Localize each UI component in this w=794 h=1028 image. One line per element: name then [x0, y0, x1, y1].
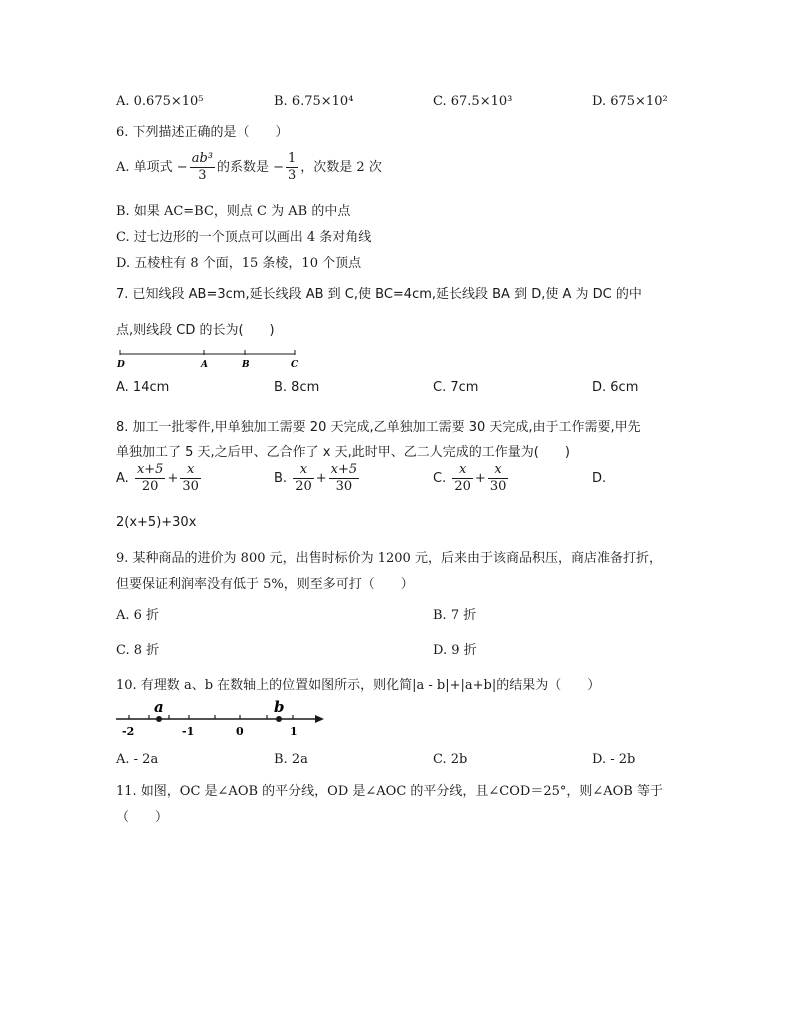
q10-option-c: C. 2b — [433, 752, 468, 767]
q8-stem-line2: 单独加工了 5 天,之后甲、乙合作了 x 天,此时甲、乙二人完成的工作量为( ) — [116, 445, 570, 460]
q7-stem-line2: 点,则线段 CD 的长为( ) — [116, 323, 275, 338]
q7-stem-line1: 7. 已知线段 AB=3cm,延长线段 AB 到 C,使 BC=4cm,延长线段 BA 到 D,使 A 为 DC 的中 — [116, 287, 642, 302]
q7-segment-figure — [112, 348, 312, 372]
q8-a-numerator-2: x — [180, 462, 201, 479]
q8-b-denominator-1: 20 — [295, 479, 312, 494]
q10-tick-label-1: 1 — [290, 725, 298, 738]
q6-option-c: C. 过七边形的一个顶点可以画出 4 条对角线 — [116, 230, 372, 245]
q8-option-c — [433, 460, 510, 498]
q11-stem-line1: 11. 如图，OC 是∠AOB 的平分线，OD 是∠AOC 的平分线，且∠COD＝25°，则∠AOB 等于 — [116, 784, 663, 799]
q10-tick-label-neg1: -1 — [182, 725, 195, 738]
q8-a-numerator-1: x+5 — [136, 462, 164, 477]
q9-option-c: C. 8 折 — [116, 643, 160, 658]
q7-option-a: A. 14cm — [116, 380, 170, 395]
q5-option-a: A. 0.675×10⁵ — [116, 94, 204, 109]
q10-label-b: b — [274, 698, 285, 716]
q9-stem-line2: 但要保证利润率没有低于 5%，则至多可打（ ） — [116, 577, 414, 592]
q10-number-line — [112, 698, 332, 740]
q7-label-c: C — [291, 360, 299, 370]
q8-c-numerator-1: x — [452, 462, 473, 479]
q5-option-d: D. 675×10² — [592, 94, 668, 109]
q8-c-numerator-2: x — [488, 462, 509, 479]
q10-option-a: A. - 2a — [116, 752, 159, 767]
q8-b-denominator-2: 30 — [335, 479, 353, 494]
q7-option-c: C. 7cm — [433, 380, 479, 395]
q6-a-denominator-2: 3 — [288, 168, 297, 183]
q6-a-numerator-2: 1 — [288, 151, 297, 166]
q6-a-denominator-1: 3 — [198, 168, 207, 183]
q6-a-suffix: ，次数是 2 次 — [300, 160, 382, 175]
q8-c-denominator-1: 20 — [454, 479, 471, 494]
q8-b-numerator-2: x+5 — [330, 462, 358, 477]
q8-a-denominator-2: 30 — [182, 479, 199, 494]
q9-option-b: B. 7 折 — [433, 608, 477, 623]
q6-stem: 6. 下列描述正确的是（ ） — [116, 125, 289, 140]
q8-b-numerator-1: x — [293, 462, 314, 479]
q7-option-b: B. 8cm — [274, 380, 320, 395]
q7-label-b: B — [242, 360, 250, 370]
q8-a-fraction-2 — [180, 462, 201, 495]
q10-tick-label-0: 0 — [236, 725, 244, 738]
q10-axis-arrow-icon — [315, 715, 324, 723]
q8-b-fraction-1 — [293, 462, 314, 495]
q8-a-plus: + — [167, 471, 179, 486]
q8-c-fraction-2 — [488, 462, 509, 495]
q10-tick-label-neg2: -2 — [122, 725, 135, 738]
q5-option-b: B. 6.75×10⁴ — [274, 94, 354, 109]
q8-b-fraction-2 — [329, 462, 360, 495]
q9-option-a: A. 6 折 — [116, 608, 160, 623]
q6-a-numerator-1: ab³ — [191, 151, 213, 166]
q8-option-d-label: D. — [592, 471, 607, 486]
q8-c-label: C. — [433, 471, 447, 486]
q11-stem-line2: （ ） — [116, 810, 169, 825]
q6-option-a — [116, 150, 382, 186]
q10-stem: 10. 有理数 a、b 在数轴上的位置如图所示，则化简|a - b|+|a+b|的结果为（ ） — [116, 678, 601, 693]
q7-option-d: D. 6cm — [592, 380, 639, 395]
q6-a-fraction-2 — [286, 151, 298, 184]
q9-option-d: D. 9 折 — [433, 643, 477, 658]
q6-option-b: B. 如果 AC=BC，则点 C 为 AB 的中点 — [116, 204, 351, 219]
q8-c-plus: + — [474, 471, 486, 486]
q8-a-denominator-1: 20 — [141, 479, 159, 494]
q6-a-mid: 的系数是 − — [216, 160, 285, 175]
q10-label-a: a — [154, 698, 164, 716]
q5-option-c: C. 67.5×10³ — [433, 94, 513, 109]
q7-label-a: A — [201, 360, 208, 370]
q7-label-d: D — [117, 360, 125, 370]
q6-a-prefix: A. 单项式 − — [116, 160, 188, 175]
q8-option-a — [116, 460, 203, 498]
q8-a-fraction-1 — [135, 462, 166, 495]
q8-stem-line1: 8. 加工一批零件,甲单独加工需要 20 天完成,乙单独加工需要 30 天完成,由于工作需要,甲先 — [116, 420, 641, 435]
q8-b-label: B. — [274, 471, 288, 486]
q8-c-denominator-2: 30 — [489, 479, 507, 494]
q8-a-label: A. — [116, 471, 129, 486]
q8-b-plus: + — [315, 471, 327, 486]
q9-stem-line1: 9. 某种商品的进价为 800 元，出售时标价为 1200 元，后来由于该商品积压，商店准备打折， — [116, 551, 662, 566]
q6-a-fraction-1 — [190, 151, 215, 184]
q8-option-d-expr: 2(x+5)+30x — [116, 515, 197, 530]
q8-c-fraction-1 — [452, 462, 473, 495]
q10-point-a — [156, 716, 162, 722]
q6-option-d: D. 五棱柱有 8 个面，15 条棱，10 个顶点 — [116, 256, 362, 271]
q8-option-b — [274, 460, 361, 498]
q10-option-b: B. 2a — [274, 752, 308, 767]
q10-option-d: D. - 2b — [592, 752, 636, 767]
q10-point-b — [276, 716, 282, 722]
